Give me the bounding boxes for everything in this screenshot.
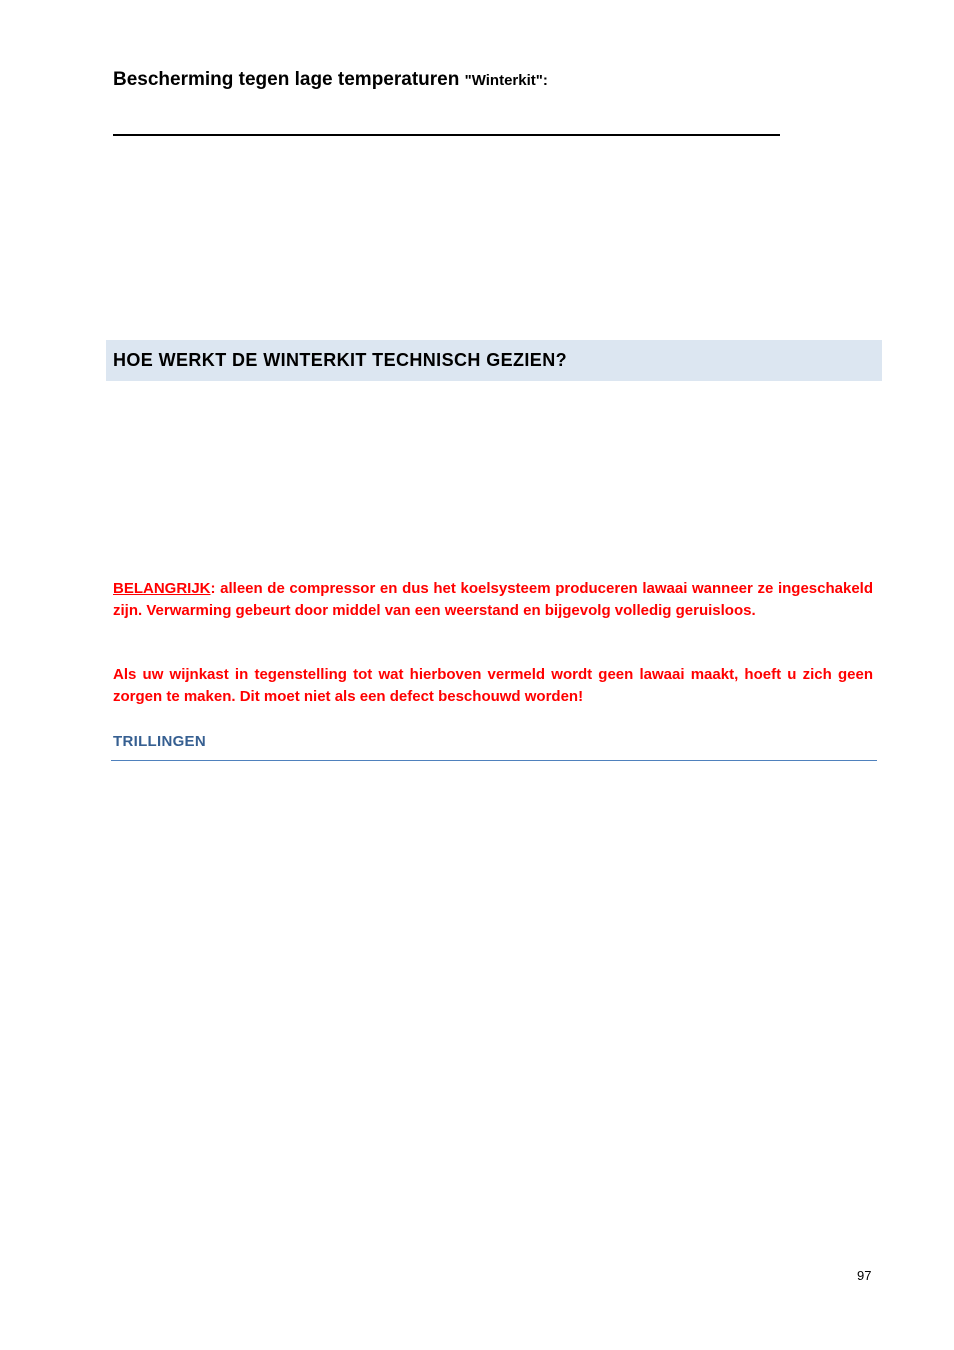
important-notice — [113, 578, 873, 621]
subsection-underline — [111, 760, 877, 761]
page-title-text: Bescherming tegen lage temperaturen — [113, 69, 460, 90]
page-title — [113, 69, 548, 91]
section-heading: HOE WERKT DE WINTERKIT TECHNISCH GEZIEN? — [113, 350, 567, 370]
page-title-suffix: "Winterkit": — [464, 72, 548, 89]
subsection-heading: TRILLINGEN — [113, 733, 206, 750]
page-number: 97 — [857, 1268, 872, 1283]
title-underline — [113, 134, 780, 136]
reassurance-notice: Als uw wijnkast in tegenstelling tot wat hierboven vermeld wordt geen lawaai maakt, hoeft u zich geen zorgen te maken. Dit moet niet als een defect beschouwd worden! — [113, 666, 873, 705]
section-heading-band — [106, 340, 882, 381]
important-notice-text: : alleen de compressor en dus het koelsysteem produceren lawaai wanneer ze ingeschakeld zijn. Verwarming gebeurt door middel van een weerstand en bijgevolg volledig geruisloos. — [113, 580, 873, 619]
important-keyword: BELANGRIJK — [113, 580, 211, 597]
